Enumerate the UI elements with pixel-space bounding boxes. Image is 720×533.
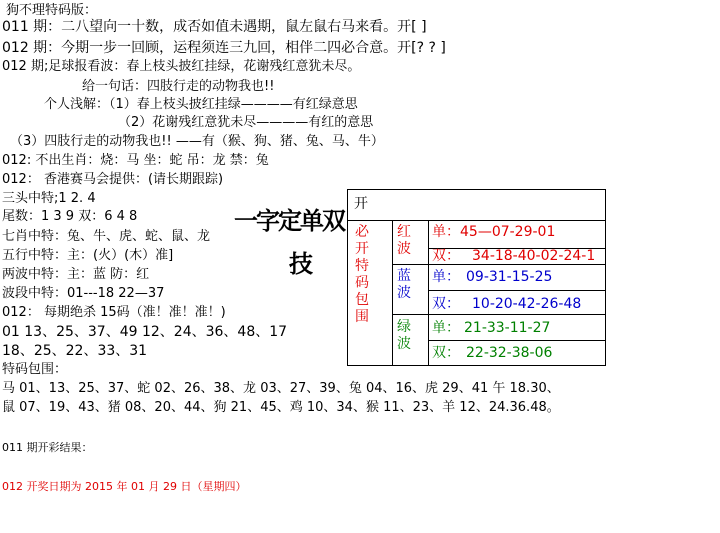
kill-15-title: 012： 每期绝杀 15码（准！准！准！) [2, 305, 226, 320]
football-report-text: 012 期;足球报看波：春上枝头披红挂绿，花谢残红意犹未尽。 [2, 59, 361, 74]
green-even-label: 双： [432, 345, 460, 361]
banner-single-double: 一字定单双 [234, 207, 344, 235]
side-label: 必开特码包围 [355, 224, 369, 325]
interpretation-2: （2）花谢残红意犹未尽————有红的意思 [118, 115, 374, 130]
kill-15-row2: 18、25、22、33、31 [2, 343, 148, 359]
red-odd-nums: 45—07-29-01 [460, 224, 556, 240]
table-header: 开 [354, 196, 368, 212]
tail-numbers: 尾数：1 3 9 双：6 4 8 [2, 209, 138, 224]
period-011-text: 011 期：二八望向一十数，成否如值未遇期，鼠左鼠右马来看。开[ ] [2, 19, 427, 35]
period-012-text: 012 期：今期一步一回顾，运程须连三九回，相伴二四必合意。开[? ? ] [2, 40, 446, 56]
blue-odd-label: 单： [432, 269, 460, 285]
red-odd-label: 单： [432, 224, 460, 240]
interpretation-1: 个人浅解：（1）春上枝头披红挂绿————有红绿意思 [44, 97, 358, 112]
result-011: 011 期开彩结果： [2, 441, 93, 454]
two-waves: 两波中特：主：蓝 防：红 [2, 267, 150, 282]
jockey-club-note: 012： 香港赛马会提供：(请长期跟踪) [2, 172, 224, 187]
banner-skill: 技 [289, 250, 313, 278]
zodiac-list-2: 鼠 07、19、43、猪 08、20、44、狗 21、45、鸡 10、34、猴 11、23、羊 12、24.36.48。 [2, 400, 560, 415]
special-surround-title: 特码包围： [2, 362, 68, 377]
special-code-table [347, 189, 606, 366]
blue-odd-nums: 09-31-15-25 [466, 269, 553, 285]
green-odd-nums: 21-33-11-27 [464, 320, 551, 336]
green-odd-label: 单： [432, 320, 460, 336]
blue-even-nums: 10-20-42-26-48 [472, 296, 582, 312]
red-even-nums: 34-18-40-02-24-1 [472, 248, 596, 264]
one-sentence-hint: 给一句话：四肢行走的动物我也!! [82, 79, 275, 94]
five-elements: 五行中特：主：(火）(木）准] [2, 248, 174, 263]
page-title: 狗不理特码版： [6, 3, 98, 18]
wave-label-blue: 蓝波 [397, 268, 411, 301]
green-even-nums: 22-32-38-06 [466, 345, 553, 361]
kill-15-row1: 01 13、25、37、49 12、24、36、48、17 [2, 324, 288, 340]
seven-zodiac: 七肖中特：兔、牛、虎、蛇、鼠、龙 [2, 229, 211, 244]
wave-segments: 波段中特：01---18 22—37 [2, 286, 165, 301]
zodiac-list-1: 马 01、13、25、37、蛇 02、26、38、龙 03、27、39、兔 04、16、虎 29、41 午 18.30、 [2, 381, 560, 396]
interpretation-3: （3）四肢行走的动物我也!! ——有（猴、狗、猪、兔、马、牛） [10, 134, 384, 149]
blue-even-label: 双： [432, 296, 460, 312]
red-even-label: 双： [432, 248, 460, 264]
three-heads: 三头中特;1 2. 4 [2, 191, 96, 206]
excluded-zodiac: 012: 不出生肖：烧：马 坐：蛇 吊：龙 禁：兔 [2, 153, 269, 168]
draw-date: 012 开奖日期为 2015 年 01 月 29 日（星期四） [2, 480, 247, 493]
wave-label-red: 红波 [397, 224, 411, 257]
wave-label-green: 绿波 [397, 319, 411, 352]
